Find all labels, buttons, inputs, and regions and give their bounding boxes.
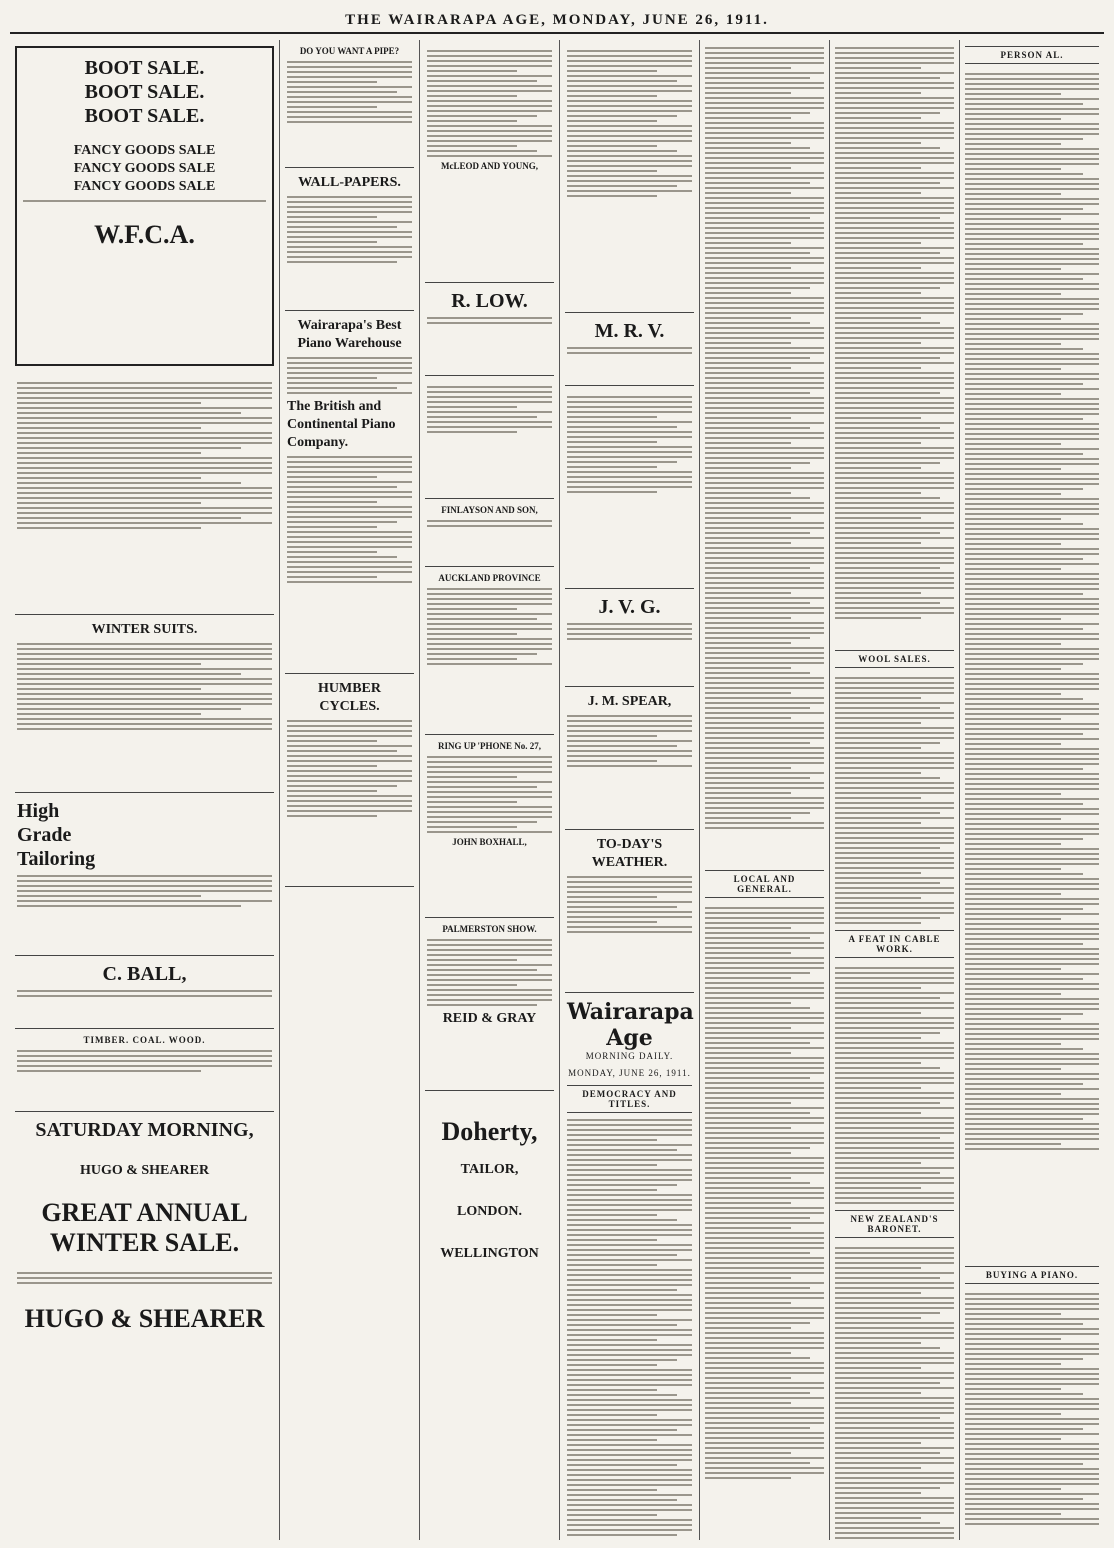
personal-text xyxy=(965,70,1099,1260)
piano-warehouse-ad xyxy=(285,311,414,674)
jvg-heading: J. V. G. xyxy=(598,596,661,618)
editorial-date: MONDAY, JUNE 26, 1911. xyxy=(568,1068,691,1078)
great-annual-heading: GREAT ANNUAL xyxy=(41,1198,248,1227)
column-5 xyxy=(700,40,830,1540)
mcleod-young-ad xyxy=(425,40,554,283)
hugo-shearer-ad xyxy=(15,1112,274,1424)
column-1 xyxy=(10,40,280,1540)
wairarapa-age-nameplate: Wairarapa Age xyxy=(567,999,694,1051)
ring-up-heading: RING UP 'PHONE No. 27, xyxy=(437,741,541,751)
hugo-footer-heading: HUGO & SHEARER xyxy=(24,1304,265,1333)
palmerston-show-ad xyxy=(425,918,554,1091)
professional-cards xyxy=(565,40,694,313)
column-7 xyxy=(960,40,1104,1540)
saturday-heading: SATURDAY MORNING, xyxy=(35,1119,254,1141)
c-ball-heading: C. BALL, xyxy=(102,963,187,985)
c-ball-ad xyxy=(15,956,274,1029)
tailoring-heading: Tailoring xyxy=(17,848,96,870)
boot-sale-text xyxy=(23,200,266,202)
doherty-ad xyxy=(425,1091,554,1303)
wallpapers-ad xyxy=(285,168,414,311)
grade-heading: Grade xyxy=(17,824,72,846)
tailoring-ad xyxy=(15,793,274,956)
buying-piano-text xyxy=(965,1290,1099,1530)
wool-sales-text xyxy=(835,674,954,924)
winter-suits-heading: WINTER SUITS. xyxy=(91,622,198,637)
british-continental-heading: The British and Continental Piano Company. xyxy=(287,399,396,450)
masthead: THE WAIRARAPA AGE, MONDAY, JUNE 26, 1911. xyxy=(10,12,1104,34)
mrv-heading: M. R. V. xyxy=(594,320,665,342)
column-3 xyxy=(420,40,560,1540)
buying-piano-heading: BUYING A PIANO. xyxy=(965,1266,1099,1284)
pipe-heading: DO YOU WANT A PIPE? xyxy=(299,46,400,56)
morning-daily: MORNING DAILY. xyxy=(585,1051,674,1061)
boxhall-heading: JOHN BOXHALL, xyxy=(452,837,527,847)
humber-cycles-ad xyxy=(285,674,414,887)
boot-sale-ad xyxy=(15,46,274,366)
timber-heading: TIMBER. COAL. WOOD. xyxy=(83,1035,206,1045)
humber-heading: HUMBER CYCLES. xyxy=(318,681,381,714)
mrv-ad xyxy=(565,313,694,386)
jvg-ad xyxy=(565,589,694,687)
boot-sale-heading: BOOT SALE. xyxy=(84,57,205,79)
cable-feat-text xyxy=(835,964,954,1204)
editorial-block xyxy=(565,993,694,1540)
palmerston-heading: PALMERSTON SHOW. xyxy=(442,924,537,934)
local-general-text xyxy=(705,904,824,1504)
columns xyxy=(10,40,1104,1540)
wfca-logo: W.F.C.A. xyxy=(94,220,195,249)
fancy-goods-heading-3: FANCY GOODS SALE xyxy=(73,179,216,194)
fancy-goods-heading-2: FANCY GOODS SALE xyxy=(73,161,216,176)
democracy-heading: DEMOCRACY AND TITLES. xyxy=(567,1085,692,1113)
boot-sale-heading-2: BOOT SALE. xyxy=(84,81,205,103)
wool-sales-heading: WOOL SALES. xyxy=(835,650,954,668)
timber-ad xyxy=(15,1029,274,1112)
r-low-ad xyxy=(425,283,554,376)
winter-suits-ad xyxy=(15,615,274,793)
jm-spear-heading: J. M. SPEAR, xyxy=(587,694,672,709)
london-heading: LONDON. xyxy=(457,1204,522,1219)
column-6 xyxy=(830,40,960,1540)
auckland-province-ad xyxy=(425,567,554,735)
ring-up-ad xyxy=(425,735,554,918)
reid-gray-heading: REID & GRAY xyxy=(442,1011,537,1026)
baronet-heading: NEW ZEALAND'S BARONET. xyxy=(835,1210,954,1238)
local-general-heading: LOCAL AND GENERAL. xyxy=(705,870,824,898)
boot-sale-heading-3: BOOT SALE. xyxy=(84,105,205,127)
personal-heading: PERSON AL. xyxy=(965,46,1099,64)
r-low-heading: R. LOW. xyxy=(451,290,528,312)
editorial-continued xyxy=(705,44,824,864)
tailor-heading: TAILOR, xyxy=(460,1162,519,1177)
baronet-text xyxy=(835,1244,954,1540)
piano-warehouse-heading: Wairarapa's Best Piano Warehouse xyxy=(297,318,402,351)
doherty-heading: Doherty, xyxy=(441,1117,538,1146)
winter-sale-heading: WINTER SALE. xyxy=(49,1228,240,1257)
news-text-1 xyxy=(835,44,954,644)
hugo-heading: HUGO & SHEARER xyxy=(79,1163,210,1178)
fancy-goods-heading: FANCY GOODS SALE xyxy=(73,143,216,158)
jm-spear-ad xyxy=(565,687,694,830)
shop-fronts-ad xyxy=(425,376,554,499)
wallpapers-heading: WALL-PAPERS. xyxy=(298,175,401,190)
pipe-ad xyxy=(285,40,414,168)
wellington-heading: WELLINGTON xyxy=(440,1246,539,1261)
auckland-heading: AUCKLAND PROVINCE xyxy=(438,573,541,583)
finlayson-heading: FINLAYSON AND SON, xyxy=(441,505,538,515)
mcleod-heading: McLEOD AND YOUNG, xyxy=(441,161,538,171)
dentist-cards xyxy=(565,386,694,589)
high-heading: High xyxy=(17,800,60,822)
column-4 xyxy=(560,40,700,1540)
weather-block xyxy=(565,830,694,993)
column-2 xyxy=(280,40,420,1540)
givenaway-ad xyxy=(15,372,274,615)
cable-feat-heading: A FEAT IN CABLE WORK. xyxy=(835,930,954,958)
weather-heading: TO-DAY'S WEATHER. xyxy=(591,837,668,870)
finlayson-ad xyxy=(425,499,554,567)
